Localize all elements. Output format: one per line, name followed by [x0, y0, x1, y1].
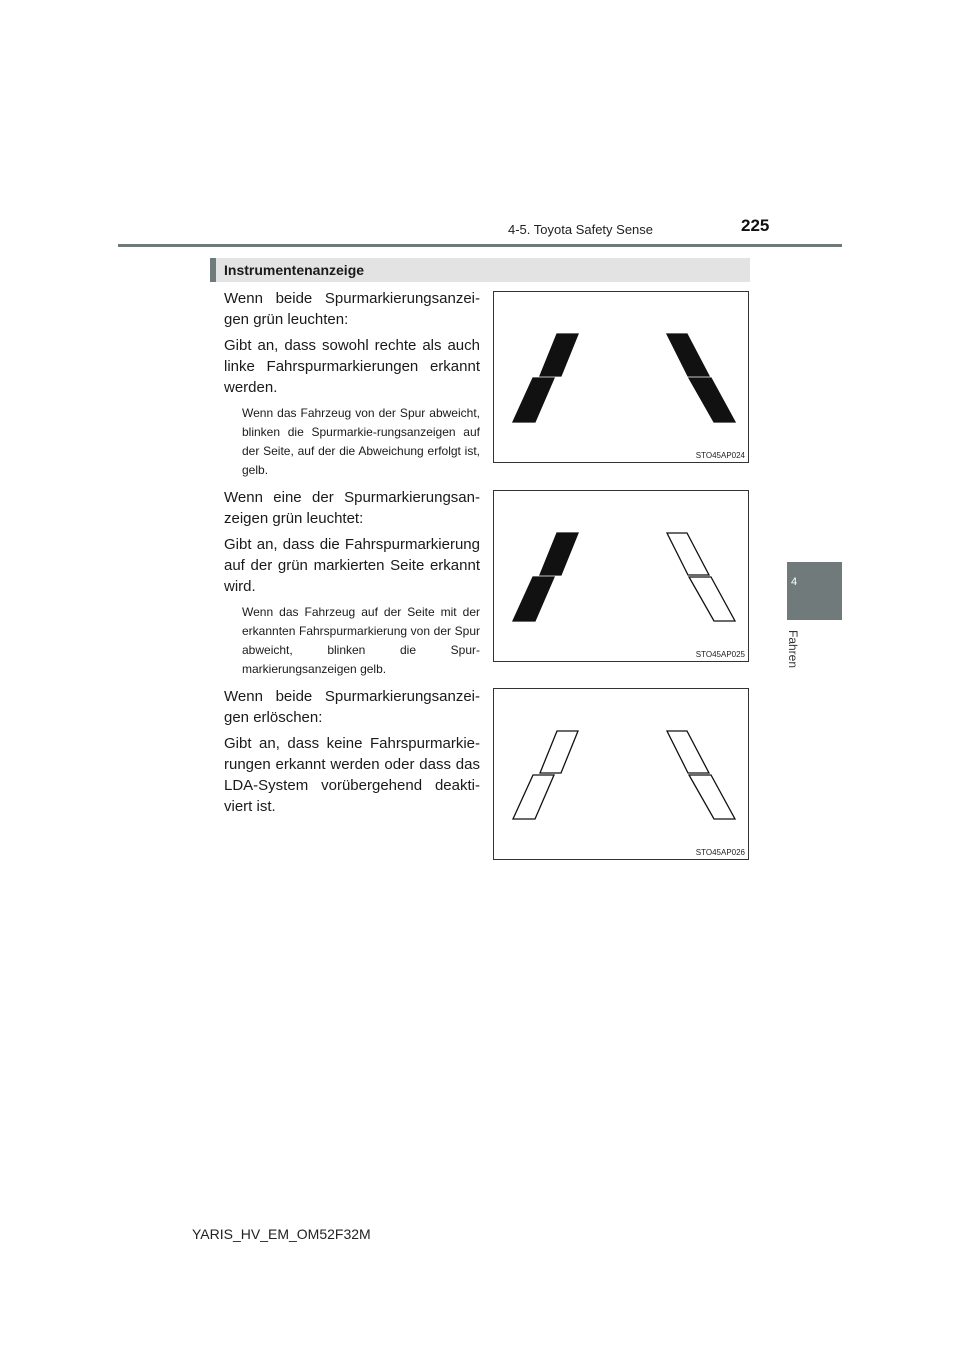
figure-code: STO45AP024 — [695, 451, 745, 460]
entry-heading: Wenn eine der Spurmarkierungsan-zeigen grün leuchtet: — [224, 489, 480, 527]
entry-both-off — [224, 686, 480, 822]
figure-code: STO45AP026 — [695, 848, 745, 857]
running-header-section: 4-5. Toyota Safety Sense — [508, 222, 654, 237]
section-title: Instrumentenanzeige — [224, 262, 365, 278]
entry-both-green — [224, 288, 480, 480]
left-lane-marking-upper — [540, 731, 578, 773]
right-lane-marking-lower — [689, 577, 735, 621]
right-lane-marking-upper — [667, 533, 709, 575]
entry-text: Gibt an, dass keine Fahrspurmarkie-rungen erkannt werden oder dass das LDA-System vorübergehend deakti-viert ist. — [224, 735, 480, 815]
chapter-tab-number: 4 — [790, 576, 798, 588]
chapter-tab — [787, 562, 842, 620]
right-lane-marking-lower — [689, 378, 735, 422]
right-lane-marking-lower — [689, 775, 735, 819]
entry-one-green — [224, 487, 480, 679]
figure-code: STO45AP025 — [695, 650, 745, 659]
entry-text: Gibt an, dass die Fahrspurmarkierung auf der grün markierten Seite erkannt wird. — [224, 536, 480, 595]
figure-both-off — [493, 688, 749, 860]
right-lane-marking-upper — [667, 334, 709, 376]
chapter-tab-label: Fahren — [786, 630, 800, 669]
entry-heading: Wenn beide Spurmarkierungsanzei-gen grün leuchten: — [224, 290, 480, 328]
entry-text: Gibt an, dass sowohl rechte als auch linke Fahrspurmarkierungen erkannt werden. — [224, 337, 480, 396]
page-number: 225 — [741, 216, 770, 235]
left-lane-marking-lower — [513, 775, 554, 819]
section-heading-accent — [210, 258, 216, 282]
left-lane-marking-upper — [540, 533, 578, 575]
lane-markings-illustration — [494, 292, 750, 464]
figure-both-green — [493, 291, 749, 463]
left-lane-marking-lower — [513, 378, 554, 422]
right-lane-marking-upper — [667, 731, 709, 773]
left-lane-marking-upper — [540, 334, 578, 376]
lane-markings-illustration — [494, 491, 750, 663]
header-rule — [118, 244, 842, 247]
entry-note: Wenn das Fahrzeug von der Spur abweicht, blinken die Spurmarkie-rungsanzeigen auf der Seite, auf der die Abweichung erfolgt ist, gelb. — [242, 406, 480, 477]
figure-one-green — [493, 490, 749, 662]
document-code: YARIS_HV_EM_OM52F32M — [192, 1226, 371, 1242]
left-lane-marking-lower — [513, 577, 554, 621]
lane-markings-illustration — [494, 689, 750, 861]
entry-note: Wenn das Fahrzeug auf der Seite mit der erkannten Fahrspurmarkierung von der Spur abweicht, blinken die Spur-markierungsanzeigen gelb. — [242, 605, 480, 676]
entry-heading: Wenn beide Spurmarkierungsanzei-gen erlöschen: — [224, 688, 480, 726]
